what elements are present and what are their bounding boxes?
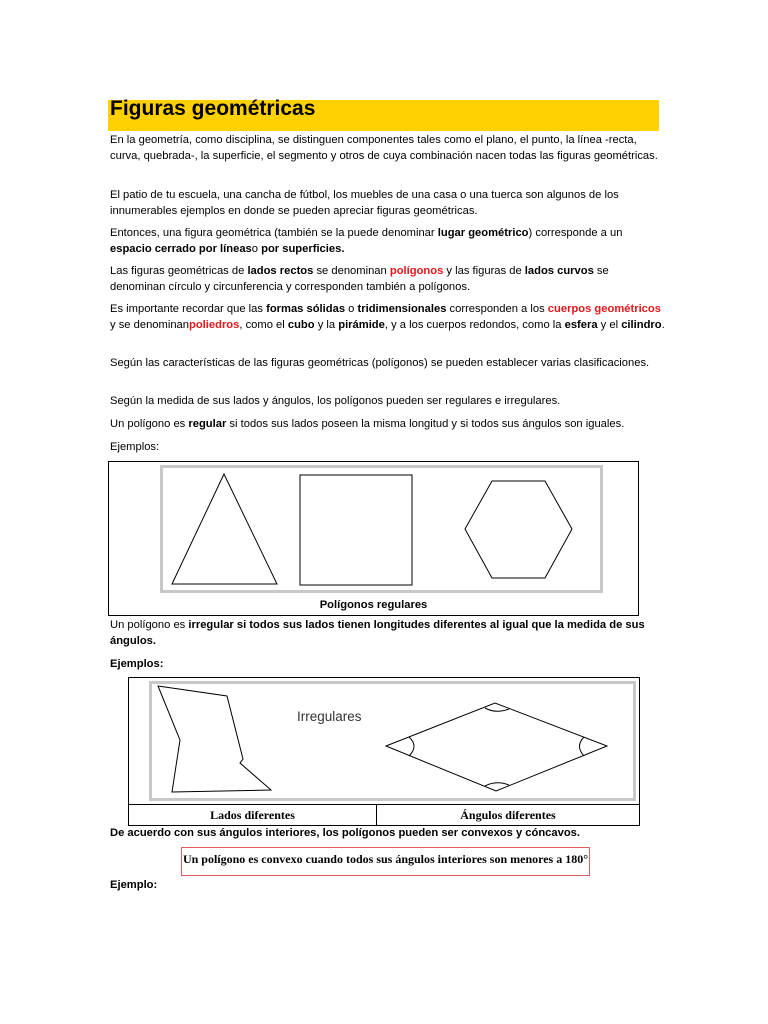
paragraph-convex-concave: De acuerdo con sus ángulos interiores, los polígonos pueden ser convexos y cóncavos. xyxy=(110,827,581,839)
square-shape xyxy=(300,475,412,585)
paragraph-classifications: Según las características de las figuras geométricas (polígonos) se pueden establecer varias clasificaciones. xyxy=(110,357,650,369)
rhombus-shape xyxy=(386,703,607,791)
paragraph-definition: Entonces, una figura geométrica (también se la puede denominar lugar geométrico) corresponde a un espacio cerrado por líneaso por superficies. xyxy=(110,227,623,255)
angle-arc-right xyxy=(580,737,585,756)
paragraph-solids: Es importante recordar que las formas sólidas o tridimensionales corresponden a los cuerpos geométricos y se denominanpoliedros, como el cubo y la pirámide, y a los cuerpos redondos, como la esfera y el cilindro. xyxy=(110,303,665,331)
convex-definition-box: Un polígono es convexo cuando todos sus ángulos interiores son menores a 180° xyxy=(181,847,590,876)
angle-arc-left xyxy=(409,737,414,756)
triangle-shape xyxy=(172,474,277,584)
irregulares-label: Irregulares xyxy=(297,709,362,724)
regular-polygons-drawing xyxy=(109,462,640,617)
title-bar xyxy=(108,97,659,131)
paragraph-irregular: Un polígono es irregular si todos sus lados tienen longitudes diferentes al igual que la medida de sus ángulos. xyxy=(110,619,645,647)
page-title: Figuras geométricas xyxy=(110,97,316,120)
paragraph-examples: El patio de tu escuela, una cancha de fútbol, los muebles de una casa o una tuerca son algunos de los innumerables ejemplos en donde se pueden apreciar figuras geométricas. xyxy=(110,189,619,217)
hexagon-shape xyxy=(465,481,572,578)
angle-arc-bottom xyxy=(485,783,509,786)
examples-label: Ejemplos: xyxy=(110,441,160,453)
angle-arc-top xyxy=(485,708,509,711)
examples-label-2: Ejemplos: xyxy=(110,658,164,670)
caption-different-sides: Lados diferentes xyxy=(210,808,295,822)
paragraph-polygons: Las figuras geométricas de lados rectos se denominan polígonos y las figuras de lados curvos se denominan círculo y circunferencia y corresponden también a polígonos. xyxy=(110,265,609,293)
figure-regular-caption: Polígonos regulares xyxy=(319,599,428,611)
caption-different-angles: Ángulos diferentes xyxy=(460,808,556,822)
example-label: Ejemplo: xyxy=(110,879,158,891)
paragraph-sides-angles: Según la medida de sus lados y ángulos, los polígonos pueden ser regulares e irregulares. xyxy=(110,395,561,407)
figure-regular-polygons xyxy=(108,461,639,616)
figure-irregular-polygons xyxy=(128,677,640,826)
paragraph-intro: En la geometría, como disciplina, se distinguen componentes tales como el plano, el punto, la línea -recta, curva, quebrada-, la superficie, el segmento y otros de cuya combinación nacen todas las figuras geométricas. xyxy=(110,134,658,162)
figure-irregular-caption-row xyxy=(129,804,639,826)
irregular-sides-shape xyxy=(158,686,271,792)
paragraph-regular: Un polígono es regular si todos sus lados poseen la misma longitud y si todos sus ángulos son iguales. xyxy=(110,418,625,430)
